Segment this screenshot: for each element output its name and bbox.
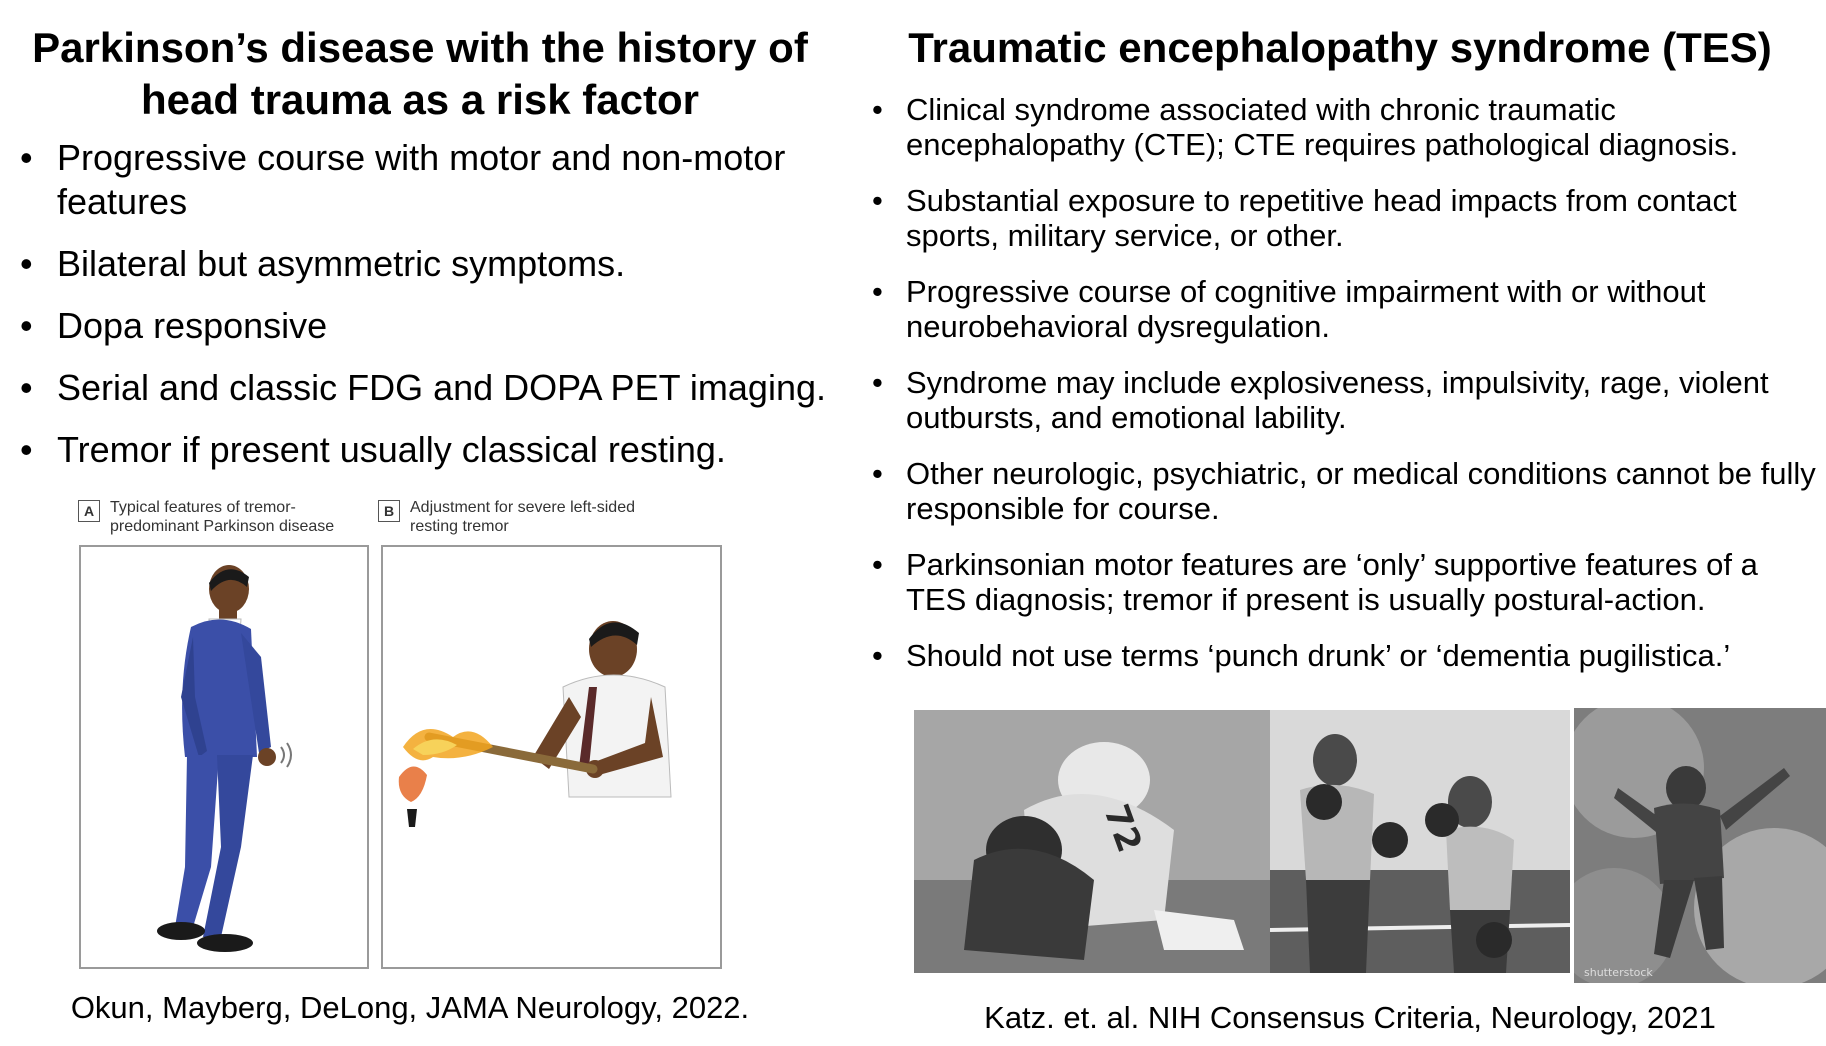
left-bullet-text: Progressive course with motor and non-motor features xyxy=(57,137,786,222)
panel-a-illustration xyxy=(79,545,369,969)
right-bullet-4 xyxy=(860,365,1820,435)
right-bullet-2 xyxy=(860,183,1820,253)
left-bullet-5 xyxy=(20,428,840,472)
boxing-photo-graphic xyxy=(1270,710,1570,973)
bullet-icon: • xyxy=(20,243,33,284)
bullet-icon: • xyxy=(872,456,883,491)
panel-a-label xyxy=(78,498,378,538)
right-bullet-text: Clinical syndrome associated with chronic traumatic encephalopathy (CTE); CTE requires pathological diagnosis. xyxy=(906,92,1739,162)
right-bullet-text: Syndrome may include explosiveness, impulsivity, rage, violent outbursts, and emotional lability. xyxy=(906,365,1769,435)
left-bullet-3 xyxy=(20,304,840,348)
right-bullet-list xyxy=(860,92,1820,694)
panel-b-letter: B xyxy=(378,500,400,522)
jersey-number: 72 xyxy=(1095,799,1150,858)
right-title: Traumatic encephalopathy syndrome (TES) xyxy=(908,24,1772,71)
panel-b-caption: Adjustment for severe left-sided resting tremor xyxy=(410,499,635,535)
panel-b-illustration xyxy=(381,545,722,969)
panel-a-letter: A xyxy=(78,500,100,522)
bullet-icon: • xyxy=(872,274,883,309)
right-bullet-text: Substantial exposure to repetitive head impacts from contact sports, military service, or other. xyxy=(906,183,1737,253)
right-bullet-3 xyxy=(860,274,1820,344)
bullet-icon: • xyxy=(872,92,883,127)
bullet-icon: • xyxy=(20,137,33,178)
explosion-photo-graphic xyxy=(1574,708,1826,983)
explosion-soldier-photo xyxy=(1574,708,1826,983)
left-citation: Okun, Mayberg, DeLong, JAMA Neurology, 2022. xyxy=(70,990,750,1025)
football-tackle-photo xyxy=(914,710,1270,973)
bullet-icon: • xyxy=(872,638,883,673)
panel-b-label xyxy=(378,498,678,538)
right-bullet-text: Parkinsonian motor features are ‘only’ supportive features of a TES diagnosis; tremor if present is usually postural-action. xyxy=(906,547,1758,617)
left-bullet-1 xyxy=(20,136,840,224)
left-bullet-text: Tremor if present usually classical resting. xyxy=(57,429,726,470)
left-bullet-list xyxy=(20,136,840,490)
panel-a-caption: Typical features of tremor-predominant Parkinson disease xyxy=(110,499,335,535)
right-bullet-1 xyxy=(860,92,1820,162)
right-bullet-5 xyxy=(860,456,1820,526)
left-bullet-2 xyxy=(20,242,840,286)
right-citation: Katz. et. al. NIH Consensus Criteria, Neurology, 2021 xyxy=(984,1000,1716,1035)
boxing-photo xyxy=(1270,710,1570,973)
football-photo-graphic xyxy=(914,710,1270,973)
watermark-text: shutterstock xyxy=(1584,966,1653,979)
right-bullet-7 xyxy=(860,638,1820,673)
left-bullet-4 xyxy=(20,366,840,410)
right-bullet-text: Progressive course of cognitive impairment with or without neurobehavioral dysregulation. xyxy=(906,274,1706,344)
right-bullet-text: Other neurologic, psychiatric, or medical conditions cannot be fully responsible for course. xyxy=(906,456,1816,526)
left-bullet-text: Bilateral but asymmetric symptoms. xyxy=(57,243,626,284)
left-title: Parkinson’s disease with the history of head trauma as a risk factor xyxy=(32,24,808,123)
bullet-icon: • xyxy=(872,547,883,582)
bullet-icon: • xyxy=(872,183,883,218)
bullet-icon: • xyxy=(20,305,33,346)
torch-man-illustration xyxy=(383,547,720,967)
bullet-icon: • xyxy=(20,429,33,470)
left-bullet-text: Serial and classic FDG and DOPA PET imaging. xyxy=(57,367,826,408)
walking-man-illustration xyxy=(81,547,367,967)
right-bullet-text: Should not use terms ‘punch drunk’ or ‘dementia pugilistica.’ xyxy=(906,638,1731,673)
right-bullet-6 xyxy=(860,547,1820,617)
bullet-icon: • xyxy=(20,367,33,408)
left-bullet-text: Dopa responsive xyxy=(57,305,328,346)
bullet-icon: • xyxy=(872,365,883,400)
